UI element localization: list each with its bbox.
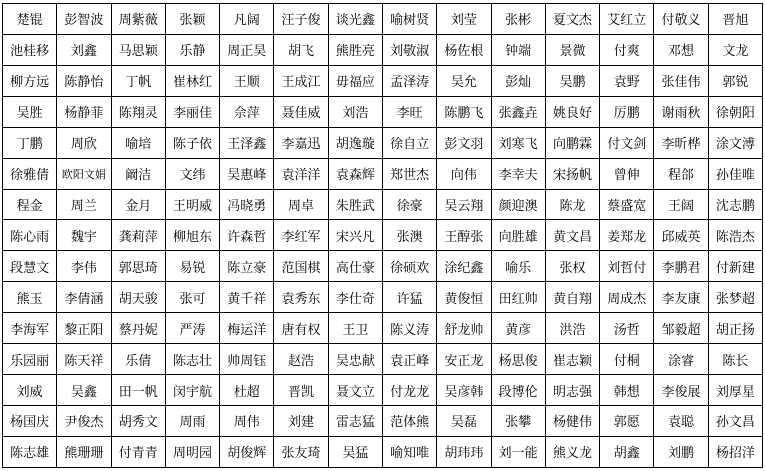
name-cell: 凡阔 xyxy=(220,4,274,35)
name-cell: 明志强 xyxy=(545,375,599,406)
name-cell: 付新建 xyxy=(708,251,762,282)
name-cell: 邹毅超 xyxy=(654,313,708,344)
name-cell: 郑世杰 xyxy=(382,158,436,189)
name-cell: 宋兴凡 xyxy=(328,220,382,251)
name-cell: 汤哲 xyxy=(600,313,654,344)
name-cell: 李海军 xyxy=(3,313,57,344)
name-cell: 夏文杰 xyxy=(545,4,599,35)
name-cell: 宋扬帆 xyxy=(545,158,599,189)
name-cell: 徐硕欢 xyxy=(382,251,436,282)
name-cell: 付青青 xyxy=(111,436,165,467)
name-cell: 郭愿 xyxy=(600,405,654,436)
name-cell: 李伟 xyxy=(57,251,111,282)
name-cell: 晋凯 xyxy=(274,375,328,406)
name-cell: 熊胜亮 xyxy=(328,34,382,65)
name-cell: 蔡盛宽 xyxy=(600,189,654,220)
name-cell: 文龙 xyxy=(708,34,762,65)
name-cell: 雷志猛 xyxy=(328,405,382,436)
name-cell: 马思颖 xyxy=(111,34,165,65)
name-cell: 王成江 xyxy=(274,65,328,96)
name-cell: 熊珊珊 xyxy=(57,436,111,467)
name-cell: 吴鹏 xyxy=(545,65,599,96)
name-cell: 周欣 xyxy=(57,127,111,158)
table-row xyxy=(3,158,763,189)
name-cell: 吴彦韩 xyxy=(437,375,491,406)
name-cell: 魏宇 xyxy=(57,220,111,251)
table-row xyxy=(3,34,763,65)
name-cell: 胡天骏 xyxy=(111,282,165,313)
name-cell: 舒龙帅 xyxy=(437,313,491,344)
name-cell: 吴猛 xyxy=(328,436,382,467)
name-cell: 张权 xyxy=(545,251,599,282)
name-cell: 刘敬淑 xyxy=(382,34,436,65)
name-cell: 段慧文 xyxy=(3,251,57,282)
name-cell: 孙佳唯 xyxy=(708,158,762,189)
table-row xyxy=(3,375,763,406)
table-row xyxy=(3,4,763,35)
name-cell: 杨静菲 xyxy=(57,96,111,127)
name-cell: 胡逸璇 xyxy=(328,127,382,158)
name-cell: 张彬 xyxy=(491,4,545,35)
name-cell: 高仕豪 xyxy=(328,251,382,282)
name-cell: 熊义龙 xyxy=(545,436,599,467)
name-cell: 黄彦 xyxy=(491,313,545,344)
name-cell: 张攀 xyxy=(491,405,545,436)
name-cell: 程金 xyxy=(3,189,57,220)
name-cell: 陈义涛 xyxy=(382,313,436,344)
name-cell: 曾伸 xyxy=(600,158,654,189)
name-cell: 吴允 xyxy=(437,65,491,96)
name-cell: 佘萍 xyxy=(220,96,274,127)
name-cell: 向胜雄 xyxy=(491,220,545,251)
name-cell: 李红军 xyxy=(274,220,328,251)
name-cell: 郭思琦 xyxy=(111,251,165,282)
grid-body xyxy=(3,4,763,468)
name-cell: 付桐 xyxy=(600,344,654,375)
name-cell: 陈长 xyxy=(708,344,762,375)
name-cell: 吴忠献 xyxy=(328,344,382,375)
name-cell: 袁正峰 xyxy=(382,344,436,375)
name-cell: 陈子依 xyxy=(165,127,219,158)
name-cell: 吴磊 xyxy=(437,405,491,436)
name-cell: 梅运洋 xyxy=(220,313,274,344)
name-cell: 陈立豪 xyxy=(220,251,274,282)
name-cell: 周卓 xyxy=(274,189,328,220)
name-cell: 周伟 xyxy=(220,405,274,436)
name-cell: 杨健伟 xyxy=(545,405,599,436)
name-cell: 欧阳文娟 xyxy=(57,158,111,189)
name-cell: 李昕桦 xyxy=(654,127,708,158)
name-cell: 黄文昌 xyxy=(545,220,599,251)
name-cell: 彭智波 xyxy=(57,4,111,35)
name-cell: 杜超 xyxy=(220,375,274,406)
name-cell: 洪浩 xyxy=(545,313,599,344)
name-cell: 张梦超 xyxy=(708,282,762,313)
table-row xyxy=(3,405,763,436)
name-cell: 刘一能 xyxy=(491,436,545,467)
name-cell: 徐自立 xyxy=(382,127,436,158)
name-cell: 聂佳威 xyxy=(274,96,328,127)
name-cell: 吴云翔 xyxy=(437,189,491,220)
name-cell: 陈天祥 xyxy=(57,344,111,375)
name-cell: 刘浩 xyxy=(328,96,382,127)
name-cell: 景微 xyxy=(545,34,599,65)
table-row xyxy=(3,189,763,220)
name-cell: 邓想 xyxy=(654,34,708,65)
name-cell: 杨国庆 xyxy=(3,405,57,436)
name-cell: 王明威 xyxy=(165,189,219,220)
name-cell: 向鹏霖 xyxy=(545,127,599,158)
name-cell: 李俊展 xyxy=(654,375,708,406)
name-cell: 喻知唯 xyxy=(382,436,436,467)
name-cell: 韩想 xyxy=(600,375,654,406)
name-cell: 颜迎澳 xyxy=(491,189,545,220)
name-cell: 范体熊 xyxy=(382,405,436,436)
name-cell: 李仕奇 xyxy=(328,282,382,313)
name-cell: 张友琦 xyxy=(274,436,328,467)
name-cell: 程郃 xyxy=(654,158,708,189)
name-cell: 陈龙 xyxy=(545,189,599,220)
table-row xyxy=(3,313,763,344)
table-row xyxy=(3,251,763,282)
name-cell: 胡玮玮 xyxy=(437,436,491,467)
name-cell: 王醇张 xyxy=(437,220,491,251)
name-grid xyxy=(2,3,763,468)
name-cell: 吴惠峰 xyxy=(220,158,274,189)
name-cell: 袁秀东 xyxy=(274,282,328,313)
name-cell: 崔林红 xyxy=(165,65,219,96)
name-cell: 安正龙 xyxy=(437,344,491,375)
name-cell: 丁帆 xyxy=(111,65,165,96)
name-cell: 喻树贤 xyxy=(382,4,436,35)
name-cell: 许森哲 xyxy=(220,220,274,251)
name-cell: 尹俊杰 xyxy=(57,405,111,436)
name-cell: 杨佐根 xyxy=(437,34,491,65)
name-cell: 厉鹏 xyxy=(600,96,654,127)
name-cell: 周紫薇 xyxy=(111,4,165,35)
name-cell: 胡鑫 xyxy=(600,436,654,467)
name-cell: 朱胜武 xyxy=(328,189,382,220)
name-cell: 汪子俊 xyxy=(274,4,328,35)
name-cell: 喻乐 xyxy=(491,251,545,282)
name-cell: 刘鹏 xyxy=(654,436,708,467)
name-cell: 向伟 xyxy=(437,158,491,189)
name-cell: 邱威英 xyxy=(654,220,708,251)
name-cell: 赵浩 xyxy=(274,344,328,375)
name-cell: 刘鑫 xyxy=(57,34,111,65)
name-cell: 帅周钰 xyxy=(220,344,274,375)
name-cell: 李倩涵 xyxy=(57,282,111,313)
name-cell: 周兰 xyxy=(57,189,111,220)
name-cell: 涂睿 xyxy=(654,344,708,375)
name-cell: 刘威 xyxy=(3,375,57,406)
name-cell: 黄千祥 xyxy=(220,282,274,313)
name-cell: 文纬 xyxy=(165,158,219,189)
name-cell: 张佳伟 xyxy=(654,65,708,96)
name-cell: 易锐 xyxy=(165,251,219,282)
name-cell: 乐园丽 xyxy=(3,344,57,375)
name-cell: 李旺 xyxy=(382,96,436,127)
name-cell: 王卫 xyxy=(328,313,382,344)
name-cell: 张澳 xyxy=(382,220,436,251)
name-cell: 李鹏君 xyxy=(654,251,708,282)
name-cell: 付文剑 xyxy=(600,127,654,158)
name-cell: 严涛 xyxy=(165,313,219,344)
name-cell: 胡正扬 xyxy=(708,313,762,344)
name-cell: 蔡丹妮 xyxy=(111,313,165,344)
name-cell: 陈浩杰 xyxy=(708,220,762,251)
name-cell: 周明园 xyxy=(165,436,219,467)
table-row xyxy=(3,96,763,127)
name-cell: 孙文昌 xyxy=(708,405,762,436)
name-cell: 谢雨秋 xyxy=(654,96,708,127)
name-cell: 刘哲付 xyxy=(600,251,654,282)
name-cell: 彭文羽 xyxy=(437,127,491,158)
name-cell: 黎正阳 xyxy=(57,313,111,344)
name-cell: 刘厚星 xyxy=(708,375,762,406)
name-cell: 吴胜 xyxy=(3,96,57,127)
name-cell: 涂文溥 xyxy=(708,127,762,158)
name-cell: 李幸夫 xyxy=(491,158,545,189)
name-cell: 刘建 xyxy=(274,405,328,436)
name-cell: 姜郑龙 xyxy=(600,220,654,251)
table-row xyxy=(3,220,763,251)
name-cell: 袁野 xyxy=(600,65,654,96)
name-cell: 陈翔灵 xyxy=(111,96,165,127)
name-cell: 晋旭 xyxy=(708,4,762,35)
name-cell: 艾红立 xyxy=(600,4,654,35)
name-cell: 沈志鹏 xyxy=(708,189,762,220)
name-cell: 袁聪 xyxy=(654,405,708,436)
name-cell: 付龙龙 xyxy=(382,375,436,406)
table-row xyxy=(3,282,763,313)
name-cell: 阚洁 xyxy=(111,158,165,189)
name-cell: 胡俊辉 xyxy=(220,436,274,467)
name-cell: 陈鹏飞 xyxy=(437,96,491,127)
name-cell: 王阔 xyxy=(654,189,708,220)
name-cell: 龚莉萍 xyxy=(111,220,165,251)
name-cell: 付敬义 xyxy=(654,4,708,35)
name-cell: 许猛 xyxy=(382,282,436,313)
table-row xyxy=(3,344,763,375)
name-cell: 周雨 xyxy=(165,405,219,436)
name-cell: 金月 xyxy=(111,189,165,220)
name-cell: 李丽佳 xyxy=(165,96,219,127)
name-cell: 彭灿 xyxy=(491,65,545,96)
name-cell: 陈心雨 xyxy=(3,220,57,251)
name-cell: 楚锟 xyxy=(3,4,57,35)
name-cell: 胡秀文 xyxy=(111,405,165,436)
name-cell: 钟端 xyxy=(491,34,545,65)
name-cell: 刘寒飞 xyxy=(491,127,545,158)
name-cell: 田一帆 xyxy=(111,375,165,406)
name-cell: 袁森辉 xyxy=(328,158,382,189)
name-cell: 崔志颖 xyxy=(545,344,599,375)
name-cell: 胡飞 xyxy=(274,34,328,65)
name-cell: 毋福应 xyxy=(328,65,382,96)
name-cell: 李友康 xyxy=(654,282,708,313)
name-cell: 喻培 xyxy=(111,127,165,158)
name-cell: 池桂移 xyxy=(3,34,57,65)
name-cell: 冯晓勇 xyxy=(220,189,274,220)
name-cell: 袁洋洋 xyxy=(274,158,328,189)
name-cell: 丁鹏 xyxy=(3,127,57,158)
name-cell: 谈光鑫 xyxy=(328,4,382,35)
name-cell: 黄自翔 xyxy=(545,282,599,313)
name-cell: 陈志雄 xyxy=(3,436,57,467)
name-cell: 陈志壮 xyxy=(165,344,219,375)
name-cell: 田红帅 xyxy=(491,282,545,313)
name-cell: 聂文立 xyxy=(328,375,382,406)
name-cell: 王顺 xyxy=(220,65,274,96)
name-cell: 徐朝阳 xyxy=(708,96,762,127)
name-cell: 唐有权 xyxy=(274,313,328,344)
name-cell: 刘莹 xyxy=(437,4,491,35)
table-row xyxy=(3,65,763,96)
name-cell: 李嘉迅 xyxy=(274,127,328,158)
name-cell: 段博伦 xyxy=(491,375,545,406)
name-cell: 乐静 xyxy=(165,34,219,65)
name-cell: 杨招洋 xyxy=(708,436,762,467)
name-cell: 周成杰 xyxy=(600,282,654,313)
name-cell: 张鑫垚 xyxy=(491,96,545,127)
name-cell: 周正昊 xyxy=(220,34,274,65)
name-cell: 张可 xyxy=(165,282,219,313)
name-cell: 付爽 xyxy=(600,34,654,65)
name-cell: 乐倩 xyxy=(111,344,165,375)
name-cell: 杨思俊 xyxy=(491,344,545,375)
name-cell: 郭锐 xyxy=(708,65,762,96)
name-cell: 陈静怡 xyxy=(57,65,111,96)
name-cell: 吴鑫 xyxy=(57,375,111,406)
name-cell: 孟泽涛 xyxy=(382,65,436,96)
table-row xyxy=(3,436,763,467)
name-cell: 张颖 xyxy=(165,4,219,35)
name-cell: 熊玉 xyxy=(3,282,57,313)
name-cell: 柳旭东 xyxy=(165,220,219,251)
name-cell: 涂纪鑫 xyxy=(437,251,491,282)
name-cell: 姚良好 xyxy=(545,96,599,127)
name-cell: 范国棋 xyxy=(274,251,328,282)
name-cell: 黄俊恒 xyxy=(437,282,491,313)
name-cell: 闵宇航 xyxy=(165,375,219,406)
table-row xyxy=(3,127,763,158)
name-cell: 徐雅倩 xyxy=(3,158,57,189)
name-cell: 徐豪 xyxy=(382,189,436,220)
name-cell: 王泽鑫 xyxy=(220,127,274,158)
name-cell: 柳方远 xyxy=(3,65,57,96)
